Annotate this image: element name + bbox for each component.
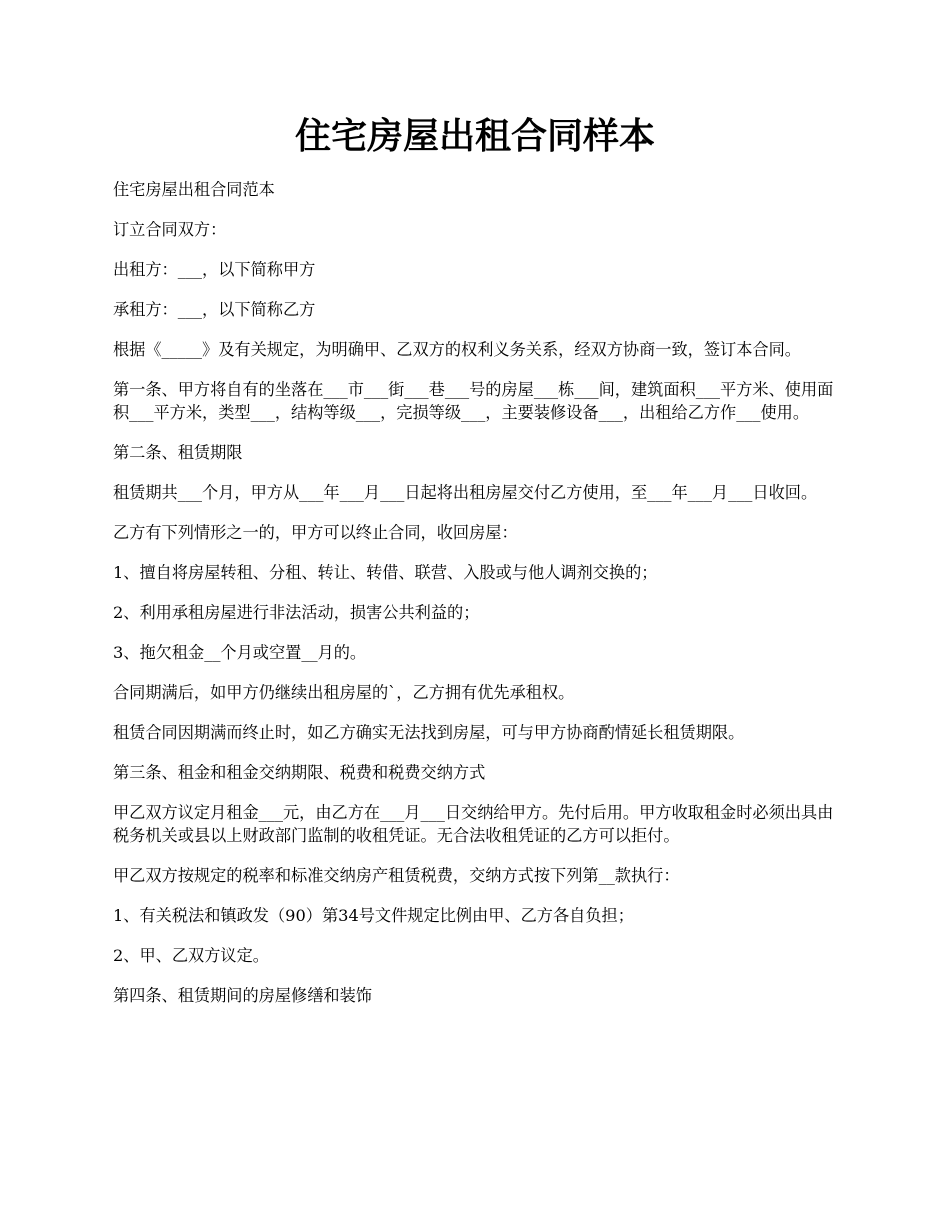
list-item: 1、擅自将房屋转租、分租、转让、转借、联营、入股或与他人调剂交换的；	[113, 563, 658, 582]
paragraph: 出租方：___，以下简称甲方	[113, 260, 316, 279]
document-title: 住宅房屋出租合同样本	[294, 115, 655, 157]
paragraph: 租赁合同因期满而终止时，如乙方确实无法找到房屋，可与甲方协商酌情延长租赁期限。	[113, 723, 745, 742]
paragraph: 甲乙双方议定月租金___元，由乙方在___月___日交纳给甲方。先付后用。甲方收取租金时必须出具由税务机关或县以上财政部门监制的收租凭证。无合法收租凭证的乙方可以拒付。	[113, 803, 834, 845]
list-item: 3、拖欠租金__个月或空置__月的。	[113, 643, 367, 662]
section-heading: 第四条、租赁期间的房屋修缮和装饰	[113, 986, 372, 1005]
paragraph: 住宅房屋出租合同范本	[113, 180, 275, 199]
paragraph: 租赁期共___个月，甲方从___年___月___日起将出租房屋交付乙方使用，至___年___月___日收回。	[113, 483, 818, 502]
paragraph: 第一条、甲方将自有的坐落在___市___街___巷___号的房屋___栋___间，建筑面积___平方米、使用面积___平方米，类型___，结构等级___，完损等级___，主要装修设备___，出租给乙方作___使用。	[113, 380, 834, 422]
list-item: 2、利用承租房屋进行非法活动，损害公共利益的；	[113, 603, 480, 622]
paragraph: 根据《_____》及有关规定，为明确甲、乙双方的权利义务关系，经双方协商一致，签订本合同。	[113, 340, 801, 359]
list-item: 2、甲、乙双方议定。	[113, 946, 269, 965]
paragraph: 承租方：___，以下简称乙方	[113, 300, 316, 319]
document-body	[113, 178, 840, 1024]
paragraph: 甲乙双方按规定的税率和标准交纳房产租赁税费，交纳方式按下列第__款执行：	[113, 866, 680, 885]
paragraph: 乙方有下列情形之一的，甲方可以终止合同，收回房屋：	[113, 523, 518, 542]
list-item: 1、有关税法和镇政发（90）第34号文件规定比例由甲、乙方各自负担；	[113, 906, 634, 925]
section-heading: 第二条、租赁期限	[113, 443, 243, 462]
section-heading: 第三条、租金和租金交纳期限、税费和税费交纳方式	[113, 763, 486, 782]
paragraph: 订立合同双方：	[113, 220, 227, 239]
paragraph: 合同期满后，如甲方仍继续出租房屋的`，乙方拥有优先承租权。	[113, 683, 575, 702]
